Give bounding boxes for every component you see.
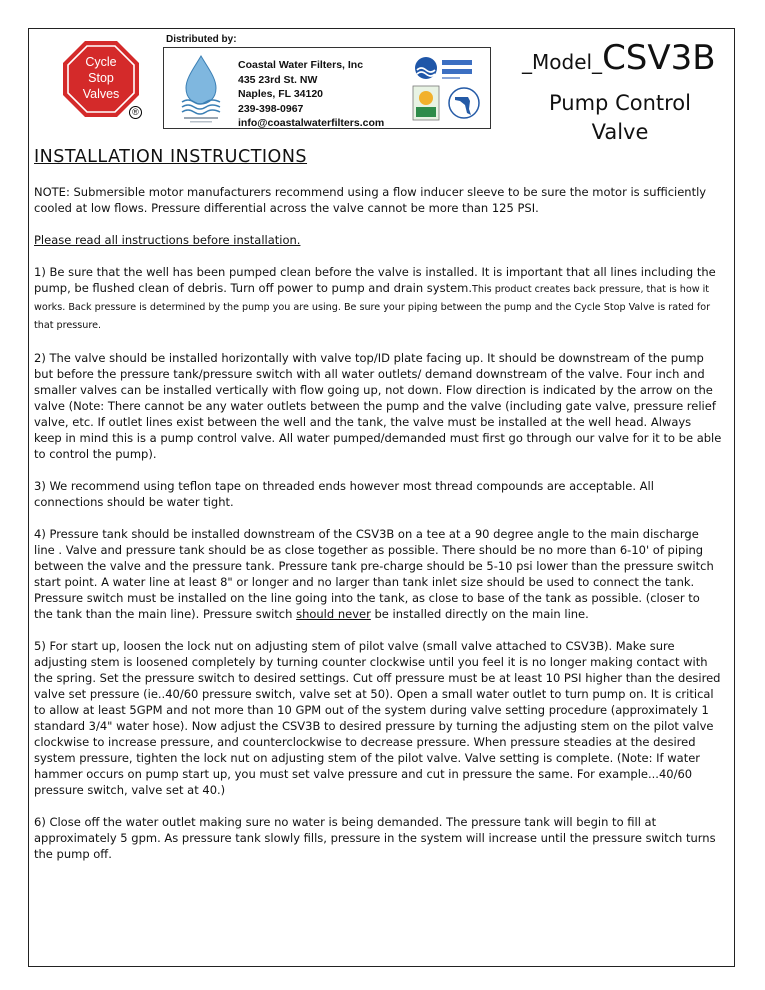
logo-text-valves: Valves [82, 87, 120, 101]
step-1-back-pressure-note: This product creates back pressure, that is how it works. Back pressure is determined by the pump you are using. Be sure your piping between the pump and the Cycle Stop Valve is rated for that pressure. [34, 284, 711, 331]
step-4-end: be installed directly on the main line. [370, 607, 589, 621]
email-address: info@coastalwaterfilters.com [238, 117, 385, 129]
registered-mark: ® [129, 106, 142, 119]
step-2: 2) The valve should be installed horizontally with valve top/ID plate facing up. It should be downstream of the pump but before the pressure tank/pressure switch with all water outlets/ demand downstream of the valve. Four inch and smaller valves can be installed vertically with flow going up, not down. Flow direction is indicated by the arrow on the valve (Note: There cannot be any water outlets between the pump and the valve (including gate valve, pressure relief valve, etc. If outlet lines exist between the well and the tank, the valve must be installed at the well head. Always keep in mind this is a pump control valve. All water pumped/demanded must first go through our valve for it to be able to control the pump). [34, 351, 722, 461]
logo-text-cycle: Cycle [85, 55, 117, 69]
street-address: 435 23rd St. NW [238, 73, 318, 86]
distributor-address [238, 58, 384, 131]
product-name-line2: Valve [591, 120, 649, 144]
company-name: Coastal Water Filters, Inc [238, 59, 364, 71]
distributed-by-label: Distributed by: [166, 34, 237, 45]
step-3: 3) We recommend using teflon tape on threaded ends however most thread compounds are acceptable. All connections should be water tight. [34, 479, 654, 509]
product-name-line1: Pump Control [549, 91, 691, 115]
instructions-body [34, 184, 722, 878]
step-4-text: 4) Pressure tank should be installed downstream of the CSV3B on a tee at a 90 degree angle to the main discharge line . Valve and pressure tank should be as close together as possible. There should be no more than 6-10' of piping between the valve and the pressure tank. Pressure tank pre-charge should be 5-10 psi lower than the pressure switch start point. A water line at least 8" or longer and no larger than tank inlet size should be used to connect the tank. Pressure switch must be installed on the line going into the tank, as close to base of the tank as possible. (closer to the tank than the main line). Pressure switch [34, 527, 714, 621]
motor-note: NOTE: Submersible motor manufacturers recommend using a flow inducer sleeve to be sure the motor is sufficiently cooled at low flows. Pressure differential across the valve cannot be more than 125 PSI. [34, 185, 707, 215]
cycle-stop-valves-logo [62, 40, 140, 118]
model-code: CSV3B [602, 38, 716, 78]
step-5: 5) For start up, loosen the lock nut on adjusting stem of pilot valve (small valve attached to CSV3B). Make sure adjusting stem is loosened completely by turning counter clockwise until you feel it is no longer making contact with the spring. Set the pressure switch to desired settings. Cut off pressure must be at least 10 PSI higher than the desired valve set pressure (ie..40/60 pressure switch, valve set at 50). Open a small water outlet to turn pump on. It is critical to allow at least 5GPM and not more than 10 GPM out of the system during valve setting procedure (approximately 1 standard 3/4" water hose). Now adjust the CSV3B to desired pressure by turning the adjusting stem on the pilot valve clockwise to increase pressure, and counterclockwise to decrease pressure. When pressure steadies at the desired system pressure, tighten the lock nut on adjusting stem of the pilot valve. Valve setting is complete. (Note: If water hammer occurs on pump start up, you must set valve pressure and cut in pressure the same. For example...40/60 pressure switch, valve set at 40.) [34, 639, 721, 797]
step-1-text: 1) Be sure that the well has been pumped clean before the valve is installed. It is important that all lines including the pump, be flushed clean of debris. Turn off power to pump and drain system. [34, 265, 716, 295]
water-quality-association-logo [412, 52, 476, 84]
logo-text-stop: Stop [88, 71, 114, 85]
step-1 [34, 264, 722, 334]
product-name [520, 89, 720, 147]
florida-seal-icon [412, 85, 440, 121]
coastal-water-filters-logo [176, 52, 226, 124]
step-6: 6) Close off the water outlet making sure no water is being demanded. The pressure tank will begin to fill at approximately 5 gpm. As pressure tank slowly fills, pressure in the system will increase until the pressure switch turns the pump off. [34, 815, 716, 861]
read-instructions-notice: Please read all instructions before installation. [34, 233, 301, 247]
step-4-emphasis: should never [296, 607, 371, 621]
city-state-zip: Naples, FL 34120 [238, 88, 324, 100]
phone-number: 239-398-0967 [238, 102, 304, 115]
model-prefix: _Model_ [522, 50, 603, 74]
model-label [522, 38, 716, 78]
page-title: INSTALLATION INSTRUCTIONS [34, 147, 308, 167]
step-4 [34, 526, 722, 622]
florida-map-icon [448, 85, 480, 121]
